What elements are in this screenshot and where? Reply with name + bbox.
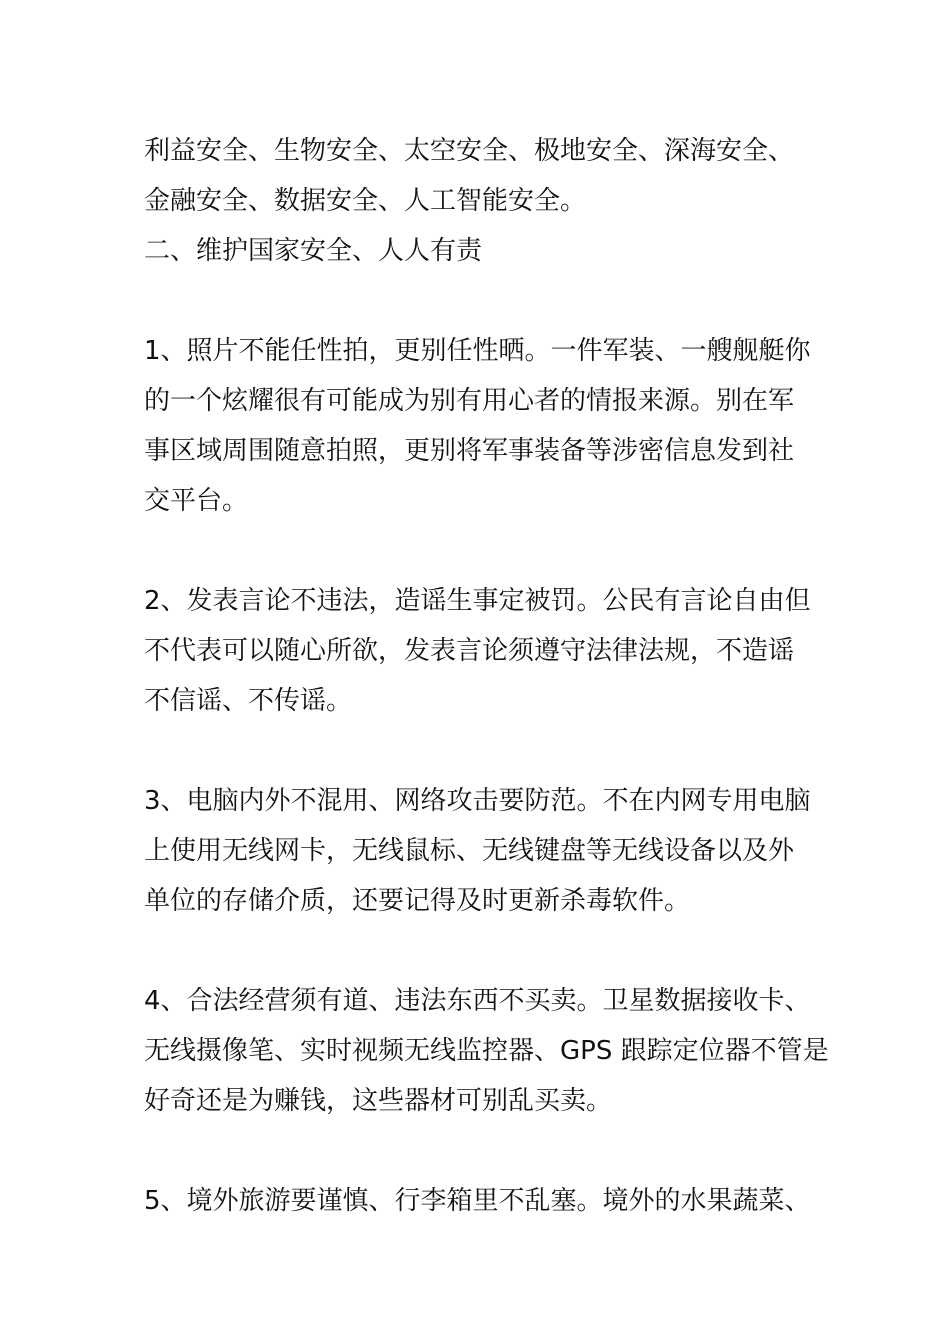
paragraph-line: 好奇还是为赚钱，这些器材可别乱买卖。 — [144, 1086, 613, 1116]
paragraph-line: 单位的存储介质，还要记得及时更新杀毒软件。 — [144, 886, 691, 916]
list-item-2 — [144, 576, 814, 726]
intro-line: 金融安全、数据安全、人工智能安全。 — [144, 186, 587, 216]
paragraph-line: 无线摄像笔、实时视频无线监控器、GPS 跟踪定位器不管是 — [144, 1036, 829, 1066]
paragraph-line: 4、合法经营须有道、违法东西不买卖。卫星数据接收卡、 — [144, 986, 811, 1016]
list-item-3 — [144, 776, 814, 926]
paragraph-spacer — [144, 526, 814, 576]
paragraph-spacer — [144, 726, 814, 776]
paragraph-line: 1、照片不能任性拍，更别任性晒。一件军装、一艘舰艇你 — [144, 336, 811, 366]
paragraph-line: 2、发表言论不违法，造谣生事定被罚。公民有言论自由但 — [144, 586, 811, 616]
section-heading: 二、维护国家安全、人人有责 — [144, 236, 483, 266]
paragraph-spacer — [144, 276, 814, 326]
list-item-1 — [144, 326, 814, 526]
list-item-4 — [144, 976, 829, 1126]
paragraph-line: 3、电脑内外不混用、网络攻击要防范。不在内网专用电脑 — [144, 786, 811, 816]
paragraph-line: 的一个炫耀很有可能成为别有用心者的情报来源。别在军 — [144, 386, 795, 416]
list-item-5 — [144, 1176, 814, 1226]
intro-line: 利益安全、生物安全、太空安全、极地安全、深海安全、 — [144, 136, 795, 166]
paragraph-spacer — [144, 1126, 814, 1176]
document-body — [144, 126, 829, 1226]
paragraph-line: 5、境外旅游要谨慎、行李箱里不乱塞。境外的水果蔬菜、 — [144, 1186, 811, 1216]
paragraph-line: 上使用无线网卡，无线鼠标、无线键盘等无线设备以及外 — [144, 836, 795, 866]
paragraph-spacer — [144, 926, 814, 976]
paragraph-line: 交平台。 — [144, 486, 249, 516]
paragraph-line: 事区域周围随意拍照，更别将军事装备等涉密信息发到社 — [144, 436, 795, 466]
paragraph-line: 不代表可以随心所欲，发表言论须遵守法律法规，不造谣 — [144, 636, 795, 666]
paragraph-line: 不信谣、不传谣。 — [144, 686, 353, 716]
